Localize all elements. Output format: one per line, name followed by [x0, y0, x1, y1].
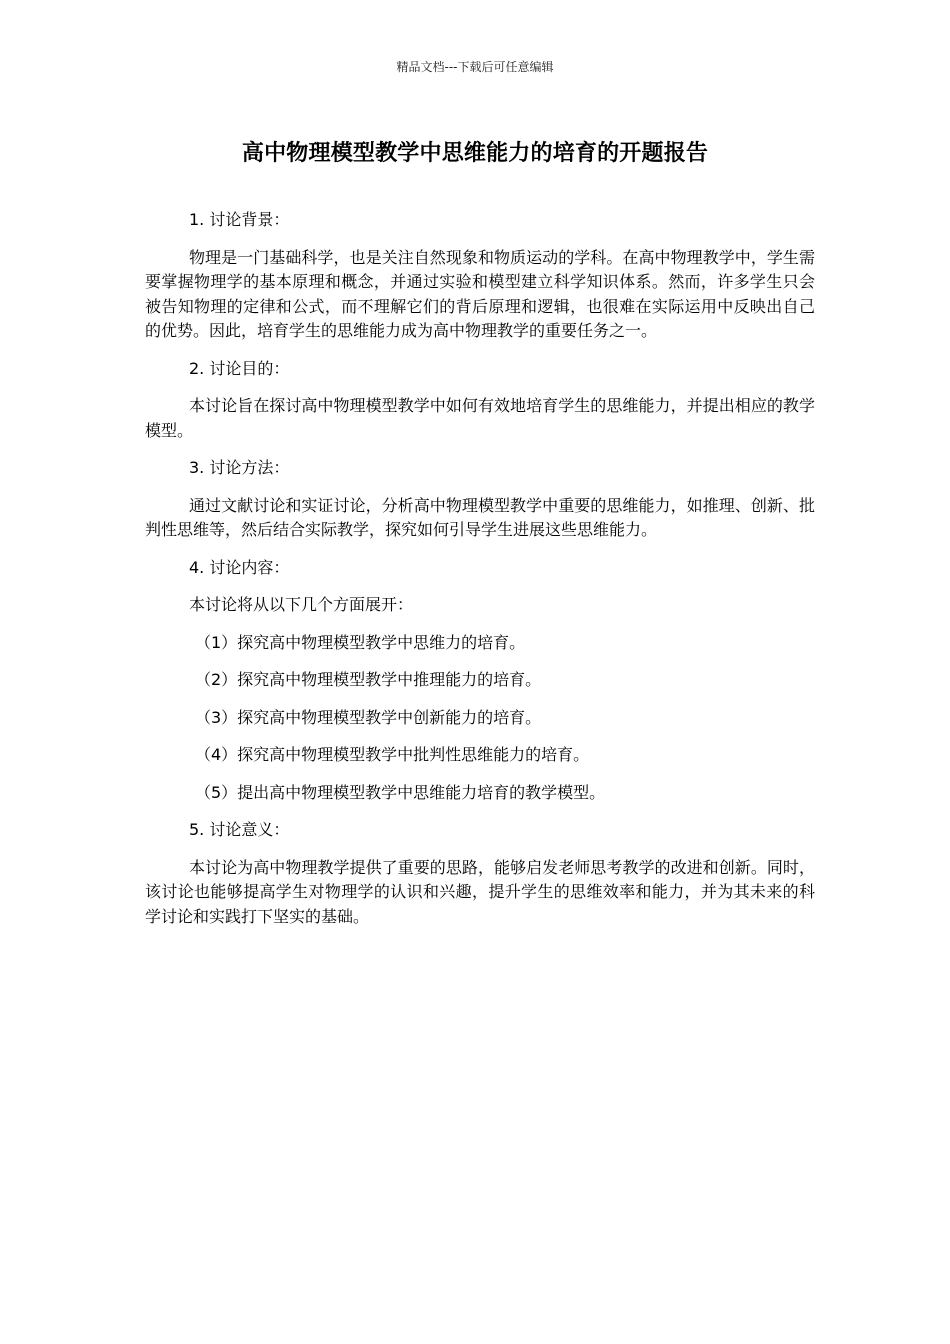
section-heading-purpose: 2. 讨论目的：	[189, 358, 290, 378]
list-item: （2）探究高中物理模型教学中推理能力的培育。	[195, 670, 542, 689]
paragraph-background: 物理是一门基础科学，也是关注自然现象和物质运动的学科。在高中物理教学中，学生需要掌握物理学的基本原理和概念，并通过实验和模型建立科学知识体系。然而，许多学生只会被告知物理的定律和公式，而不理解它们的背后原理和逻辑，也很难在实际运用中反映出自己的优势。因此，培育学生的思维能力成为高中物理教学的重要任务之一。	[145, 247, 815, 340]
paragraph-purpose: 本讨论旨在探讨高中物理模型教学中如何有效地培育学生的思维能力，并提出相应的教学模型。	[145, 396, 815, 440]
paragraph-content-intro: 本讨论将从以下几个方面展开：	[189, 595, 414, 614]
header-note: 精品文档---下载后可任意编辑	[396, 60, 554, 74]
paragraph-method: 通过文献讨论和实证讨论，分析高中物理模型教学中重要的思维能力，如推理、创新、批判性思维等，然后结合实际教学，探究如何引导学生进展这些思维能力。	[145, 495, 815, 539]
section-heading-significance: 5. 讨论意义：	[189, 820, 290, 839]
section-heading-background: 1. 讨论背景：	[189, 210, 290, 229]
section-heading-content: 4. 讨论内容：	[189, 557, 290, 577]
list-item: （5）提出高中物理模型教学中思维能力培育的教学模型。	[195, 782, 606, 802]
list-item: （3）探究高中物理模型教学中创新能力的培育。	[195, 707, 542, 727]
list-item: （4）探究高中物理模型教学中批判性思维能力的培育。	[195, 745, 590, 764]
document-body	[145, 208, 815, 942]
list-item: （1）探究高中物理模型教学中思维力的培育。	[195, 632, 526, 652]
paragraph-significance: 本讨论为高中物理教学提供了重要的思路，能够启发老师思考教学的改进和创新。同时，该讨论也能够提高学生对物理学的认识和兴趣，提升学生的思维效率和能力，并为其未来的科学讨论和实践打下坚实的基础。	[145, 857, 815, 926]
section-heading-method: 3. 讨论方法：	[189, 458, 290, 477]
document-title: 高中物理模型教学中思维能力的培育的开题报告	[241, 141, 709, 166]
